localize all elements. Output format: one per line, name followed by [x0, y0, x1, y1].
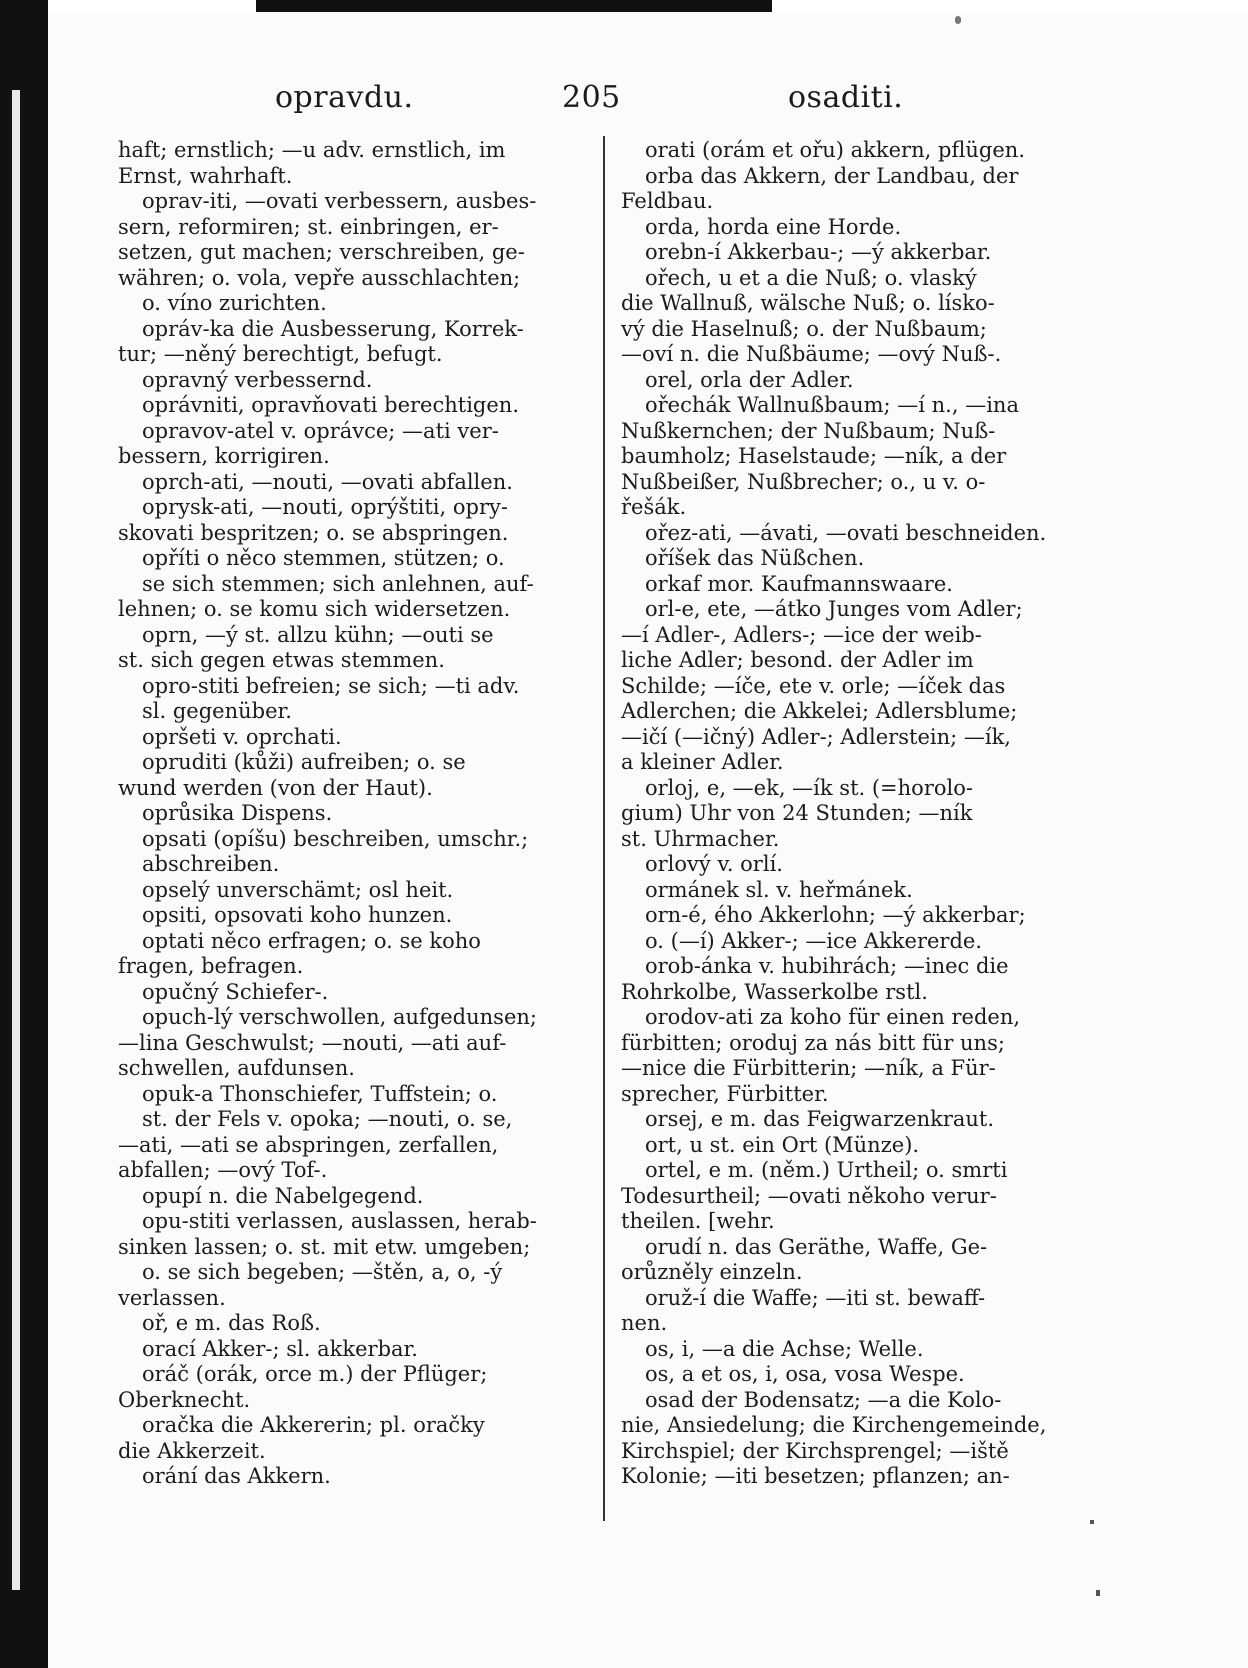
entry-line: ořechák Wallnußbaum; —í n., —ina [645, 393, 1019, 417]
entry-line: st. Uhrmacher. [621, 826, 780, 851]
scan-speck [955, 16, 961, 24]
entry-line: sl. gegenüber. [142, 699, 292, 723]
entry-line: st. der Fels v. opoka; —nouti, o. se, [142, 1107, 513, 1131]
scan-page-edge [12, 90, 20, 1590]
entry-line: sern, reformiren; st. einbringen, er- [118, 214, 499, 239]
entry-line: řešák. [621, 495, 687, 519]
entry-line: abschreiben. [142, 852, 280, 876]
entry-line: os, a et os, i, osa, vosa Wespe. [645, 1362, 965, 1386]
entry-line: ořez-ati, —ávati, —ovati beschneiden. [645, 520, 1047, 545]
entry-line: Adlerchen; die Akkelei; Adlersblume; [621, 699, 1018, 723]
header-left-word: opravdu. [275, 80, 414, 115]
entry-line: vý die Haselnuß; o. der Nußbaum; [621, 316, 987, 341]
entry-line: ortel, e m. (něm.) Urtheil; o. smrti [645, 1158, 1008, 1182]
entry-line: se sich stemmen; sich anlehnen, auf- [142, 571, 534, 596]
entry-line: orebn-í Akkerbau-; —ý akkerbar. [645, 240, 992, 264]
entry-line: orání das Akkern. [142, 1464, 331, 1488]
entry-line: oračka die Akkererin; pl. oračky [142, 1413, 485, 1437]
entry-line: orel, orla der Adler. [645, 367, 854, 392]
entry-line: orudí n. das Geräthe, Waffe, Ge- [645, 1234, 988, 1259]
entry-line: gium) Uhr von 24 Stunden; —ník [621, 801, 973, 825]
entry-line: opříti o něco stemmen, stützen; o. [142, 546, 505, 570]
entry-line: opruditi (kůži) aufreiben; o. se [142, 750, 466, 774]
entry-line: oříšek das Nüßchen. [645, 546, 865, 570]
entry-line: opuk-a Thonschiefer, Tuffstein; o. [142, 1081, 498, 1106]
entry-line: schwellen, aufdunsen. [118, 1056, 355, 1080]
entry-line: haft; ernstlich; —u adv. ernstlich, im [118, 138, 506, 162]
entry-line: Ernst, wahrhaft. [118, 163, 293, 188]
entry-line: opršeti v. oprchati. [142, 724, 342, 749]
entry-line: st. sich gegen etwas stemmen. [118, 648, 445, 672]
entry-line: a kleiner Adler. [621, 750, 784, 774]
entry-line: sprecher, Fürbitter. [621, 1081, 829, 1106]
entry-line: orati (orám et ořu) akkern, pflügen. [645, 138, 1025, 162]
entry-line: ořech, u et a die Nuß; o. vlaský [645, 265, 977, 290]
entry-line: opsati (opíšu) beschreiben, umschr.; [142, 826, 529, 851]
entry-line: fürbitten; oroduj za nás bitt für uns; [621, 1030, 1005, 1055]
entry-line: opučný Schiefer-. [142, 979, 329, 1004]
entry-line: nen. [621, 1311, 668, 1335]
entry-line: optati něco erfragen; o. se koho [142, 928, 481, 953]
entry-line: währen; o. vola, vepře ausschlachten; [118, 265, 521, 290]
entry-line: verlassen. [118, 1285, 226, 1310]
entry-line: nie, Ansiedelung; die Kirchengemeinde, [621, 1413, 1047, 1437]
right-column [621, 138, 1095, 1490]
entry-line: —ati, —ati se abspringen, zerfallen, [118, 1132, 499, 1157]
entry-line: opupí n. die Nabelgegend. [142, 1183, 424, 1208]
entry-line: sinken lassen; o. st. mit etw. umgeben; [118, 1234, 531, 1259]
entry-line: oprch-ati, —nouti, —ovati abfallen. [142, 469, 513, 494]
entry-line: oř, e m. das Roß. [142, 1311, 321, 1335]
entry-line: oprav-iti, —ovati verbessern, ausbes- [142, 189, 537, 213]
entry-line: opro-stiti befreien; se sich; —ti adv. [142, 673, 520, 698]
entry-line: baumholz; Haselstaude; —ník, a der [621, 444, 1007, 468]
entry-line: opravný verbessernd. [142, 367, 373, 392]
entry-line: oprn, —ý st. allzu kühn; —outi se [142, 622, 494, 647]
entry-line: o. víno zurichten. [142, 291, 327, 315]
entry-line: opu-stiti verlassen, auslassen, herab- [142, 1209, 537, 1233]
entry-line: o. se sich begeben; —štěn, a, o, -ý [142, 1260, 503, 1284]
entry-line: Nußkernchen; der Nußbaum; Nuß- [621, 418, 996, 443]
left-column [118, 138, 592, 1490]
entry-line: Rohrkolbe, Wasserkolbe rstl. [621, 979, 928, 1004]
entry-line: orsej, e m. das Feigwarzenkraut. [645, 1107, 995, 1131]
entry-line: opráv-ka die Ausbesserung, Korrek- [142, 316, 524, 341]
entry-line: setzen, gut machen; verschreiben, ge- [118, 240, 525, 264]
entry-line: orůzněly einzeln. [621, 1260, 803, 1284]
entry-line: Kolonie; —iti besetzen; pflanzen; an- [621, 1464, 1010, 1488]
entry-line: bessern, korrigiren. [118, 444, 330, 468]
entry-line: orodov-ati za koho für einen reden, [645, 1005, 1021, 1029]
entry-line: oprůsika Dispens. [142, 801, 333, 825]
entry-line: orkaf mor. Kaufmannswaare. [645, 571, 953, 596]
entry-line: die Akkerzeit. [118, 1438, 266, 1463]
entry-line: Nußbeißer, Nußbrecher; o., u v. o- [621, 469, 986, 494]
scan-left-edge [0, 0, 48, 1668]
entry-line: —í Adler-, Adlers-; —ice der weib- [621, 622, 982, 647]
entry-line: orda, horda eine Horde. [645, 214, 902, 239]
entry-line: opravov-atel v. oprávce; —ati ver- [142, 418, 499, 443]
entry-line: oprávniti, opravňovati berechtigen. [142, 393, 519, 417]
entry-line: opsiti, opsovati koho hunzen. [142, 903, 453, 927]
entry-line: —nice die Fürbitterin; —ník, a Für- [621, 1056, 996, 1080]
entry-line: orob-ánka v. hubihrách; —inec die [645, 954, 1009, 978]
entry-line: osad der Bodensatz; —a die Kolo- [645, 1387, 1002, 1412]
entry-line: oruž-í die Waffe; —iti st. bewaff- [645, 1285, 986, 1310]
scan-speck [1090, 1520, 1094, 1524]
entry-line: o. (—í) Akker-; —ice Akkererde. [645, 928, 983, 953]
entry-line: ormánek sl. v. heřmánek. [645, 877, 913, 902]
entry-line: wund werden (von der Haut). [118, 775, 433, 800]
entry-line: orn-é, ého Akkerlohn; —ý akkerbar; [645, 903, 1026, 927]
entry-line: orlový v. orlí. [645, 852, 783, 876]
entry-line: abfallen; —ový Tof-. [118, 1158, 328, 1182]
entry-line: lehnen; o. se komu sich widersetzen. [118, 597, 511, 621]
entry-line: theilen. [wehr. [621, 1209, 775, 1233]
entry-line: orací Akker-; sl. akkerbar. [142, 1336, 418, 1361]
entry-line: —ičí (—ičný) Adler-; Adlerstein; —ík, [621, 724, 1011, 749]
entry-line: die Wallnuß, wälsche Nuß; o. lísko- [621, 291, 995, 315]
scan-top-bar [256, 0, 772, 12]
entry-line: ort, u st. ein Ort (Münze). [645, 1132, 920, 1157]
entry-line: Todesurtheil; —ovati někoho verur- [621, 1183, 997, 1208]
entry-line: —oví n. die Nußbäume; —ový Nuß-. [621, 342, 1002, 366]
entry-line: fragen, befragen. [118, 954, 304, 978]
entry-line: os, i, —a die Achse; Welle. [645, 1336, 924, 1361]
entry-line: liche Adler; besond. der Adler im [621, 648, 974, 672]
entry-line: opselý unverschämt; osl heit. [142, 877, 454, 902]
column-divider [603, 136, 605, 1521]
entry-line: —lina Geschwulst; —nouti, —ati auf- [118, 1030, 507, 1055]
entry-line: orloj, e, —ek, —ík st. (=horolo- [645, 775, 973, 800]
entry-line: oprysk-ati, —nouti, oprýštiti, opry- [142, 495, 508, 519]
entry-line: orl-e, ete, —átko Junges vom Adler; [645, 597, 1023, 621]
entry-line: Schilde; —íče, ete v. orle; —íček das [621, 673, 1006, 698]
scan-speck [1096, 1590, 1100, 1596]
entry-line: Oberknecht. [118, 1387, 251, 1412]
page-number: 205 [562, 80, 621, 115]
entry-line: opuch-lý verschwollen, aufgedunsen; [142, 1005, 537, 1029]
entry-line: Kirchspiel; der Kirchsprengel; —iště [621, 1438, 1009, 1463]
entry-line: tur; —něný berechtigt, befugt. [118, 342, 443, 366]
header-right-word: osaditi. [788, 80, 904, 115]
entry-line: oráč (orák, orce m.) der Pflüger; [142, 1362, 488, 1386]
entry-line: Feldbau. [621, 189, 714, 213]
entry-line: orba das Akkern, der Landbau, der [645, 163, 1019, 188]
entry-line: skovati bespritzen; o. se abspringen. [118, 520, 509, 545]
